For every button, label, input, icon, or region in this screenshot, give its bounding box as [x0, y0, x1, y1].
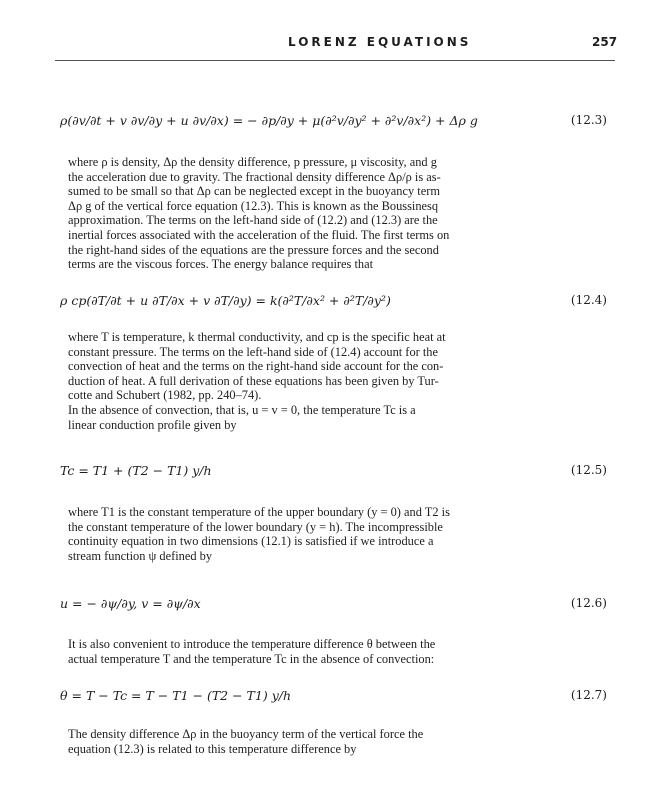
text-line: terms are the viscous forces. The energy balance requires that	[68, 257, 374, 272]
equation-number: (12.3)	[570, 113, 607, 127]
equation-expression: θ = T − Tc = T − T1 − (T2 − T1) y/h	[60, 688, 292, 703]
text-line: convection of heat and the terms on the right-hand side account for the con-	[68, 359, 444, 374]
paragraph-2	[68, 330, 613, 432]
text-line: The density difference Δρ in the buoyancy term of the vertical force the	[68, 727, 424, 741]
text-line: inertial forces associated with the acceleration of the fluid. The first terms on	[68, 227, 450, 242]
equation-expression: Tc = T1 + (T2 − T1) y/h	[60, 463, 212, 478]
running-header-title: LORENZ EQUATIONS	[288, 35, 472, 49]
text-line: where ρ is density, Δρ the density difference, p pressure, μ viscosity, and g	[68, 155, 437, 169]
text-line: duction of heat. A full derivation of these equations has been given by Tur-	[68, 373, 439, 388]
text-line: where T1 is the constant temperature of the upper boundary (y = 0) and T2 is	[68, 505, 450, 519]
text-line: the right-hand sides of the equations are the pressure forces and the second	[68, 242, 439, 257]
text-line: the acceleration due to gravity. The fractional density difference Δρ/ρ is as-	[68, 169, 441, 184]
text-line: sumed to be small so that Δρ can be neglected except in the buoyancy term	[68, 184, 440, 199]
text-line: linear conduction profile given by	[68, 417, 237, 432]
header-rule	[55, 60, 615, 61]
text-line: continuity equation in two dimensions (12.1) is satisfied if we introduce a	[68, 534, 434, 549]
page-number: 257	[592, 35, 618, 49]
text-line: equation (12.3) is related to this temperature difference by	[68, 741, 357, 756]
text-line: actual temperature T and the temperature Tc in the absence of convection:	[68, 651, 435, 666]
paragraph-1	[68, 155, 613, 272]
text-line: In the absence of convection, that is, u = v = 0, the temperature Tc is a	[68, 402, 416, 417]
text-line: where T is temperature, k thermal conductivity, and cp is the specific heat at	[68, 330, 446, 344]
equation-number: (12.7)	[570, 688, 607, 702]
paragraph-3	[68, 505, 613, 563]
equation-expression: ρ(∂v/∂t + v ∂v/∂y + u ∂v/∂x) = − ∂p/∂y + μ(∂²v/∂y² + ∂²v/∂x²) + Δρ g	[60, 113, 478, 128]
paragraph-4	[68, 637, 613, 666]
equation-number: (12.5)	[570, 463, 607, 477]
text-line: Δρ g of the vertical force equation (12.3). This is known as the Boussinesq	[68, 198, 439, 213]
text-line: It is also convenient to introduce the temperature difference θ between the	[68, 637, 436, 651]
equation-expression: ρ cp(∂T/∂t + u ∂T/∂x + v ∂T/∂y) = k(∂²T/∂x² + ∂²T/∂y²)	[60, 293, 391, 308]
paragraph-5	[68, 727, 613, 756]
text-line: constant pressure. The terms on the left-hand side of (12.4) account for the	[68, 344, 438, 359]
text-line: the constant temperature of the lower boundary (y = h). The incompressible	[68, 519, 443, 534]
text-line: approximation. The terms on the left-hand side of (12.2) and (12.3) are the	[68, 213, 438, 228]
text-line: stream function ψ defined by	[68, 548, 213, 563]
equation-expression: u = − ∂ψ/∂y, v = ∂ψ/∂x	[60, 596, 201, 611]
equation-number: (12.4)	[570, 293, 607, 307]
equation-number: (12.6)	[570, 596, 607, 610]
text-line: cotte and Schubert (1982, pp. 240–74).	[68, 388, 262, 403]
